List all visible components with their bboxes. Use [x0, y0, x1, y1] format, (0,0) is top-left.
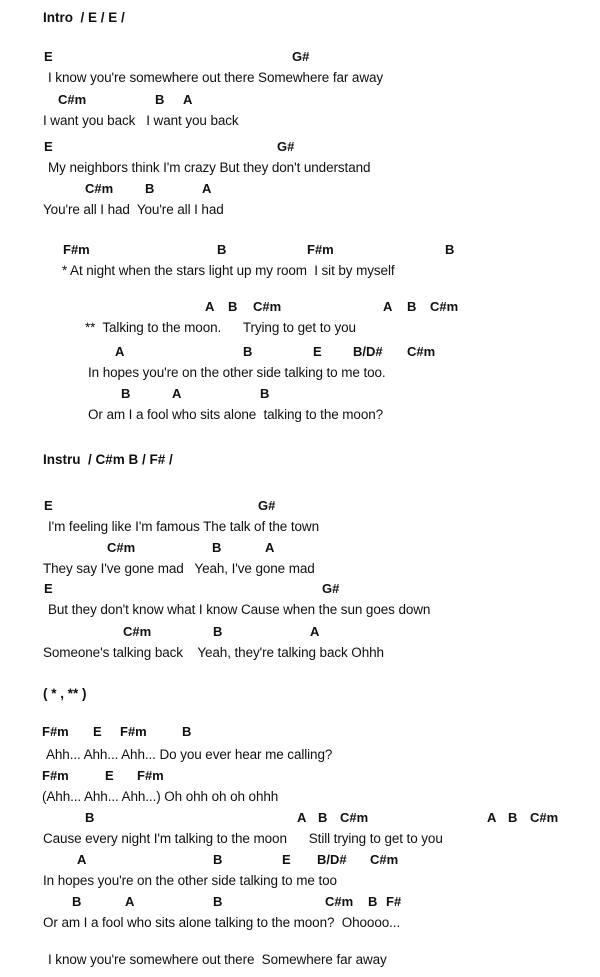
chord: B [260, 386, 270, 401]
section-heading-text: ( * , ** ) [43, 686, 87, 701]
lyric-text: You're all I had You're all I had [43, 202, 224, 217]
chord: A [265, 540, 275, 555]
chord: A [205, 299, 215, 314]
lyric-line [0, 602, 600, 619]
chord-line [0, 498, 600, 515]
lyric-text: Or am I a fool who sits alone talking to the moon? [88, 407, 384, 422]
lyric-line [0, 70, 600, 87]
chord: E [44, 581, 53, 596]
chord: C#m [340, 810, 369, 825]
chord: C#m [325, 894, 354, 909]
chord: B [213, 852, 223, 867]
chord: F#m [137, 768, 164, 783]
chord: A [77, 852, 87, 867]
chord-line [0, 242, 600, 259]
lyric-line [0, 873, 600, 890]
chord: B [212, 540, 222, 555]
chord-line [0, 92, 600, 109]
chord: B [155, 92, 165, 107]
chord: B [121, 386, 131, 401]
lyric-line [0, 160, 600, 177]
lyric-text: I'm feeling like I'm famous The talk of the town [48, 519, 319, 534]
section-heading [0, 452, 600, 469]
lyric-text: Cause every night I'm talking to the moon Still trying to get to you [43, 831, 443, 846]
chord: A [202, 181, 212, 196]
lyric-line [0, 320, 600, 337]
chord: B [508, 810, 518, 825]
chord: B [243, 344, 253, 359]
chord: C#m [253, 299, 282, 314]
lyric-line [0, 113, 600, 130]
chord: G# [258, 498, 276, 513]
section-heading [0, 686, 600, 703]
chord: F#m [307, 242, 334, 257]
section-heading-text: Instru / C#m B / F# / [43, 452, 173, 467]
lyric-text: I know you're somewhere out there Somewhere far away [48, 952, 387, 967]
chord: B [72, 894, 82, 909]
chord: C#m [123, 624, 152, 639]
chord: C#m [370, 852, 399, 867]
chord: B [182, 724, 192, 739]
lyric-line [0, 747, 600, 764]
lyric-text: In hopes you're on the other side talking to me too. [88, 365, 386, 380]
chord-line [0, 181, 600, 198]
chord: E [105, 768, 114, 783]
chord: E [93, 724, 102, 739]
chord: C#m [430, 299, 459, 314]
chord: A [383, 299, 393, 314]
chord: A [297, 810, 307, 825]
chord-line [0, 624, 600, 641]
lyric-text: Someone's talking back Yeah, they're talking back Ohhh [43, 645, 384, 660]
lyric-text: They say I've gone mad Yeah, I've gone mad [43, 561, 315, 576]
lyric-line [0, 519, 600, 536]
chord: B [85, 810, 95, 825]
lyric-line [0, 831, 600, 848]
chord: E [44, 498, 53, 513]
lyric-line [0, 263, 600, 280]
chord: A [172, 386, 182, 401]
chord-line [0, 810, 600, 827]
lyric-text: (Ahh... Ahh... Ahh...) Oh ohh oh oh ohhh [42, 789, 279, 804]
lyric-line [0, 365, 600, 382]
chord: G# [292, 49, 310, 64]
chord: A [487, 810, 497, 825]
chord: C#m [58, 92, 87, 107]
chord: F#m [63, 242, 90, 257]
lyric-text: But they don't know what I know Cause when the sun goes down [48, 602, 431, 617]
section-heading-text: Intro / E / E / [43, 10, 125, 25]
lyric-text: Ahh... Ahh... Ahh... Do you ever hear me calling? [46, 747, 333, 762]
chord: A [115, 344, 125, 359]
chord: A [125, 894, 135, 909]
chord-line [0, 386, 600, 403]
lyric-line [0, 202, 600, 219]
chord: C#m [85, 181, 114, 196]
chord: A [310, 624, 320, 639]
chord: B [368, 894, 378, 909]
chord-line [0, 581, 600, 598]
chord-line [0, 49, 600, 66]
section-heading [0, 10, 600, 27]
lyric-text: Or am I a fool who sits alone talking to the moon? Ohoooo... [43, 915, 401, 930]
lyric-line [0, 645, 600, 662]
chord: E [44, 139, 53, 154]
chord: F# [386, 894, 402, 909]
chord-line [0, 540, 600, 557]
lyric-line [0, 407, 600, 424]
lyric-text: I want you back I want you back [43, 113, 239, 128]
chord-line [0, 768, 600, 785]
chord-line [0, 852, 600, 869]
chord: G# [322, 581, 340, 596]
chord: B [217, 242, 227, 257]
chord-line [0, 724, 600, 741]
chord: B [145, 181, 155, 196]
chord: A [183, 92, 193, 107]
chord: G# [277, 139, 295, 154]
chord-line [0, 894, 600, 911]
lyric-line [0, 915, 600, 932]
chord: B [213, 894, 223, 909]
lyric-text: In hopes you're on the other side talking to me too [43, 873, 337, 888]
chord: F#m [42, 768, 69, 783]
chord: B [445, 242, 455, 257]
chord: F#m [120, 724, 147, 739]
lyric-line [0, 561, 600, 578]
chord: B [318, 810, 328, 825]
chord: B [407, 299, 417, 314]
lyric-line [0, 789, 600, 806]
chord: E [313, 344, 322, 359]
lyric-text: * At night when the stars light up my room I sit by myself [62, 263, 395, 278]
chord: F#m [42, 724, 69, 739]
lyric-line [0, 952, 600, 969]
lyric-text: I know you're somewhere out there Somewhere far away [48, 70, 384, 85]
chord: C#m [530, 810, 559, 825]
chord: B [213, 624, 223, 639]
chord: C#m [107, 540, 136, 555]
chord: E [282, 852, 291, 867]
chord-line [0, 299, 600, 316]
chord: E [44, 49, 53, 64]
chord: B [228, 299, 238, 314]
chord-line [0, 139, 600, 156]
lyric-text: My neighbors think I'm crazy But they don't understand [48, 160, 371, 175]
chord: C#m [407, 344, 436, 359]
chord: B/D# [317, 852, 347, 867]
chord-line [0, 344, 600, 361]
chord: B/D# [353, 344, 383, 359]
lyric-text: ** Talking to the moon. Trying to get to you [85, 320, 356, 335]
